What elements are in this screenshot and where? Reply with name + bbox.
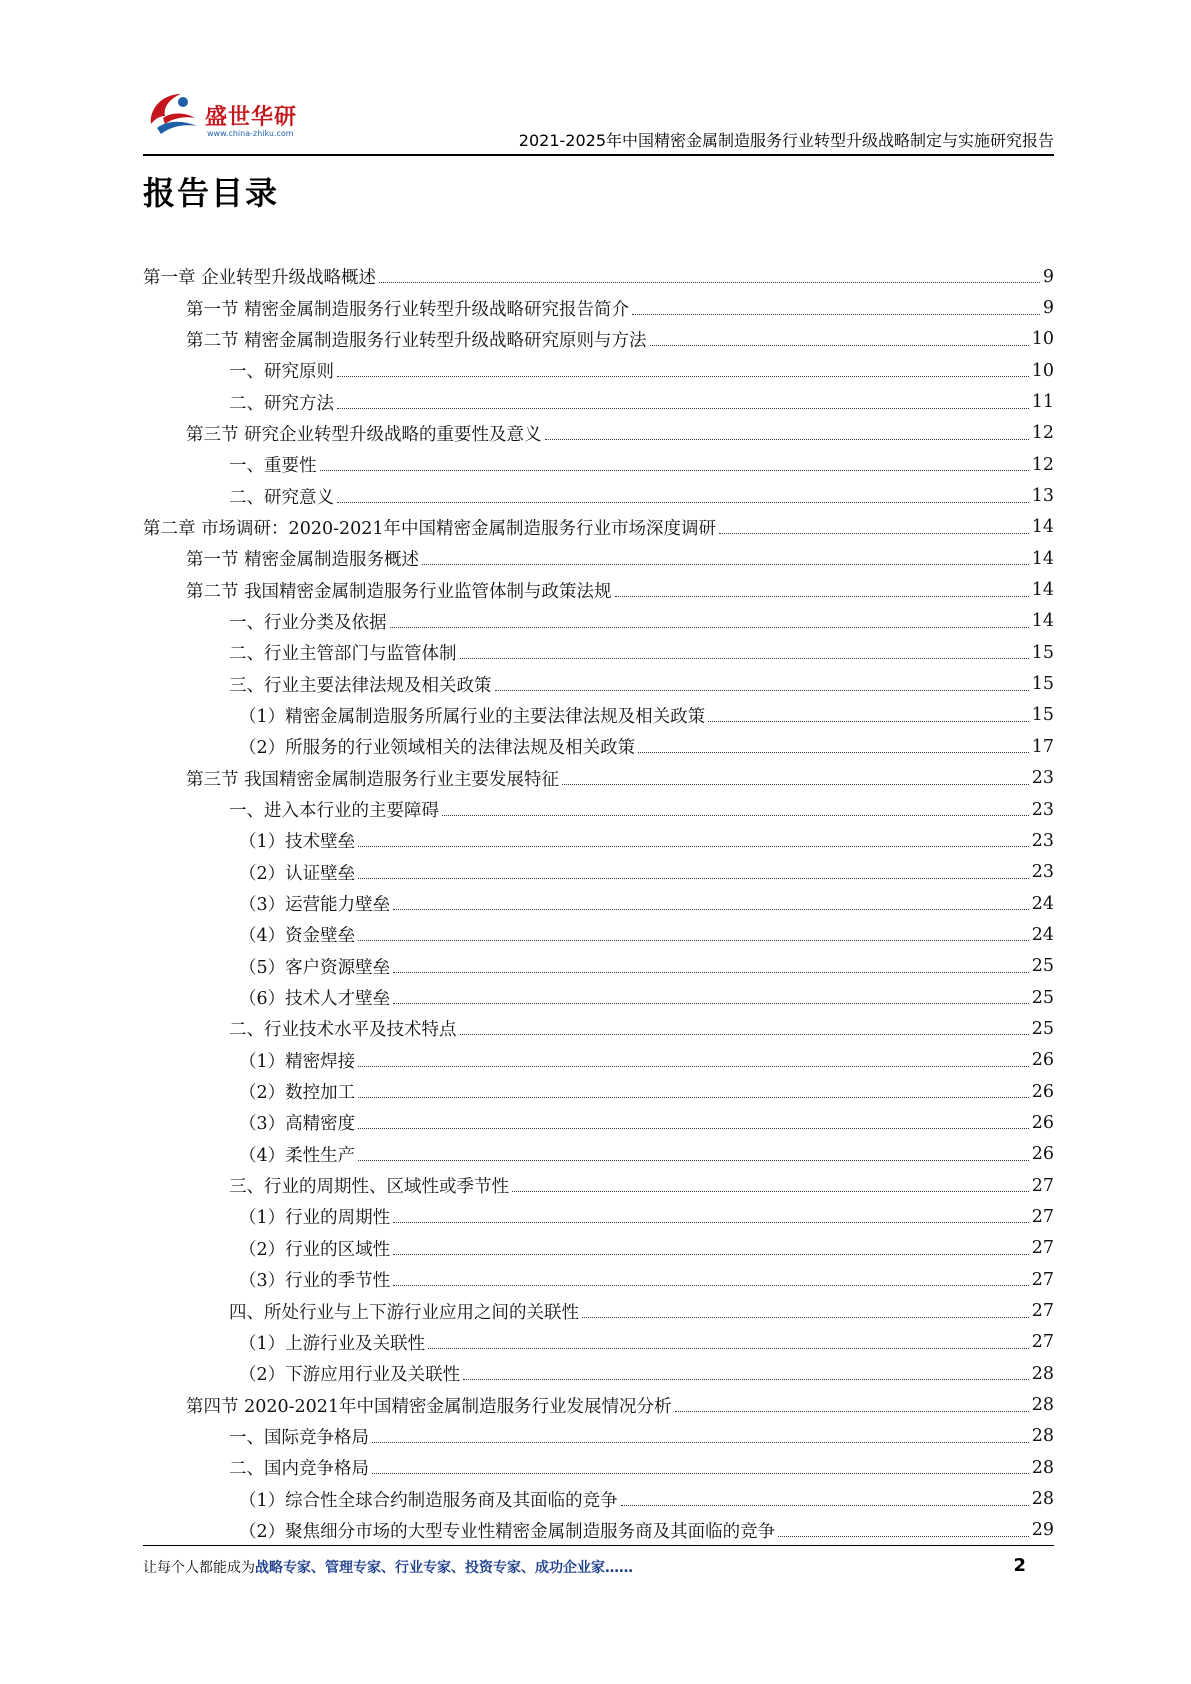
toc-leader-dots [358,1066,1029,1067]
toc-entry-page: 27 [1031,1175,1054,1196]
toc-entry[interactable] [143,1107,1054,1138]
toc-entry-label: （2）聚焦细分市场的大型专业性精密金属制造服务商及其面临的竞争 [239,1521,776,1542]
toc-leader-dots [379,282,1040,283]
toc-entry-label: 一、研究原则 [229,362,334,383]
toc-entry[interactable] [143,857,1054,888]
toc-entry-page: 26 [1031,1144,1054,1165]
toc-entry[interactable] [143,261,1054,292]
toc-entry[interactable] [143,888,1054,919]
toc-entry-page: 26 [1031,1050,1054,1071]
toc-leader-dots [358,846,1029,847]
toc-entry[interactable] [143,449,1054,480]
toc-entry-page: 27 [1031,1269,1054,1290]
toc-leader-dots [545,439,1029,440]
toc-entry-label: 二、研究意义 [229,487,334,508]
toc-leader-dots [358,878,1029,879]
toc-entry-page: 25 [1031,956,1054,977]
toc-entry-page: 25 [1031,987,1054,1008]
toc-entry-label: （1）技术壁垒 [239,832,356,853]
toc-entry-label: 第一节 精密金属制造服务行业转型升级战略研究报告简介 [186,299,630,320]
toc-entry-label: 四、所处行业与上下游行业应用之间的关联性 [229,1302,579,1323]
toc-entry-page: 24 [1031,924,1054,945]
toc-entry[interactable] [143,1264,1054,1295]
page-footer [143,1557,1026,1579]
toc-entry-page: 9 [1042,298,1054,319]
toc-entry-page: 12 [1031,423,1054,444]
toc-entry-page: 27 [1031,1301,1054,1322]
toc-entry-label: 第三节 研究企业转型升级战略的重要性及意义 [186,424,542,445]
toc-entry-page: 14 [1031,548,1054,569]
toc-entry[interactable] [143,1013,1054,1044]
toc-entry-label: （1）综合性全球合约制造服务商及其面临的竞争 [239,1490,618,1511]
toc-entry-label: 第四节 2020-2021年中国精密金属制造服务行业发展情况分析 [186,1396,672,1417]
toc-entry[interactable] [143,543,1054,574]
toc-entry-label: （2）数控加工 [239,1083,356,1104]
toc-entry-page: 14 [1031,517,1054,538]
toc-entry-page: 10 [1031,329,1054,350]
toc-entry-label: （3）高精密度 [239,1114,356,1135]
toc-leader-dots [495,690,1029,691]
toc-heading: 报告目录 [143,174,280,212]
toc-leader-dots [463,1379,1029,1380]
toc-entry-label: （4）柔性生产 [239,1145,356,1166]
toc-entry-label: 第一章 企业转型升级战略概述 [143,268,377,289]
toc-entry-label: 一、国际竞争格局 [229,1427,369,1448]
toc-entry-label: 一、行业分类及依据 [229,612,387,633]
toc-leader-dots [337,376,1029,377]
toc-entry-page: 14 [1031,611,1054,632]
footer-divider [143,1545,1054,1546]
toc-entry-label: （2）下游应用行业及关联性 [239,1365,461,1386]
toc-leader-dots [393,1254,1029,1255]
toc-entry[interactable] [143,982,1054,1013]
toc-leader-dots [632,314,1040,315]
toc-entry[interactable] [143,1076,1054,1107]
toc-entry-page: 25 [1031,1018,1054,1039]
toc-leader-dots [638,752,1029,753]
toc-leader-dots [337,408,1029,409]
logo-emblem-icon [143,82,205,144]
toc-entry-label: 二、行业主管部门与监管体制 [229,644,457,665]
toc-entry[interactable] [143,1201,1054,1232]
toc-entry[interactable] [143,1139,1054,1170]
toc-entry-label: 二、国内竞争格局 [229,1459,369,1480]
toc-entry-page: 10 [1031,360,1054,381]
toc-leader-dots [582,1317,1029,1318]
toc-entry[interactable] [143,1233,1054,1264]
toc-entry[interactable] [143,794,1054,825]
toc-entry[interactable] [143,1452,1054,1483]
toc-entry[interactable] [143,919,1054,950]
toc-entry-page: 15 [1031,705,1054,726]
toc-entry-page: 23 [1031,799,1054,820]
toc-entry[interactable] [143,637,1054,668]
toc-entry[interactable] [143,386,1054,417]
toc-leader-dots [442,815,1029,816]
toc-leader-dots [708,721,1029,722]
toc-entry[interactable] [143,1327,1054,1358]
toc-entry-page: 17 [1031,736,1054,757]
report-title: 2021-2025年中国精密金属制造服务行业转型升级战略制定与实施研究报告 [518,131,1054,150]
toc-entry-page: 27 [1031,1332,1054,1353]
toc-entry-page: 28 [1031,1457,1054,1478]
toc-entry-label: 第二章 市场调研：2020-2021年中国精密金属制造服务行业市场深度调研 [143,518,717,539]
toc-entry-label: （2）所服务的行业领域相关的法律法规及相关政策 [239,738,636,759]
toc-leader-dots [422,564,1029,565]
toc-entry[interactable] [143,951,1054,982]
toc-entry-page: 15 [1031,642,1054,663]
toc-entry[interactable] [143,1389,1054,1420]
toc-entry-page: 28 [1031,1395,1054,1416]
toc-entry[interactable] [143,512,1054,543]
toc-entry[interactable] [143,606,1054,637]
toc-entry[interactable] [143,1295,1054,1326]
toc-entry-page: 13 [1031,486,1054,507]
toc-leader-dots [675,1411,1029,1412]
toc-entry[interactable] [143,418,1054,449]
toc-leader-dots [390,627,1029,628]
toc-entry[interactable] [143,1483,1054,1514]
toc-entry-label: 第二节 精密金属制造服务行业转型升级战略研究原则与方法 [186,330,647,351]
page-header [143,82,1054,156]
toc-entry-label: 二、行业技术水平及技术特点 [229,1020,457,1041]
toc-leader-dots [562,784,1029,785]
footer-slogan-emphasis: 战略专家、管理专家、行业专家、投资专家、成功企业家…… [255,1560,633,1576]
toc-entry-page: 23 [1031,862,1054,883]
toc-entry-label: （3）行业的季节性 [239,1271,391,1292]
toc-entry-page: 27 [1031,1238,1054,1259]
toc-leader-dots [358,940,1029,941]
toc-entry[interactable] [143,1170,1054,1201]
footer-slogan-lead: 让每个人都能成为 [143,1560,255,1576]
toc-leader-dots [393,1003,1029,1004]
toc-entry-label: 第三节 我国精密金属制造服务行业主要发展特征 [186,769,560,790]
toc-leader-dots [615,596,1029,597]
toc-entry-label: （1）精密焊接 [239,1051,356,1072]
toc-leader-dots [337,502,1029,503]
toc-leader-dots [372,1473,1029,1474]
toc-entry-page: 29 [1031,1520,1054,1541]
toc-leader-dots [358,1128,1029,1129]
toc-entry[interactable] [143,700,1054,731]
table-of-contents [143,261,1054,1546]
toc-entry-page: 23 [1031,830,1054,851]
toc-entry-label: （5）客户资源壁垒 [239,957,391,978]
toc-entry-page: 14 [1031,580,1054,601]
toc-entry-label: 三、行业的周期性、区域性或季节性 [229,1177,509,1198]
toc-entry-label: （1）行业的周期性 [239,1208,391,1229]
toc-leader-dots [512,1191,1029,1192]
toc-entry-label: 第一节 精密金属制造服务概述 [186,550,420,571]
toc-entry-label: 第二节 我国精密金属制造服务行业监管体制与政策法规 [186,581,612,602]
toc-entry[interactable] [143,1045,1054,1076]
toc-leader-dots [393,909,1029,910]
toc-leader-dots [621,1505,1029,1506]
toc-entry[interactable] [143,480,1054,511]
toc-entry-page: 28 [1031,1363,1054,1384]
toc-entry-page: 24 [1031,893,1054,914]
toc-leader-dots [778,1536,1029,1537]
logo-company-name: 盛世华研 [205,105,298,130]
toc-leader-dots [358,1160,1029,1161]
toc-leader-dots [393,1222,1029,1223]
toc-entry-label: 二、研究方法 [229,393,334,414]
toc-entry-page: 12 [1031,454,1054,475]
page-number: 2 [1013,1555,1026,1576]
logo-website: www.china-zhiku.com [207,129,294,138]
toc-entry-page: 27 [1031,1206,1054,1227]
toc-entry-label: （3）运营能力壁垒 [239,895,391,916]
toc-entry-label: （2）认证壁垒 [239,863,356,884]
toc-entry-page: 15 [1031,674,1054,695]
toc-entry-page: 9 [1042,266,1054,287]
toc-leader-dots [393,1285,1029,1286]
toc-entry[interactable] [143,668,1054,699]
toc-entry[interactable] [143,324,1054,355]
toc-entry-label: （4）资金壁垒 [239,926,356,947]
toc-entry-label: 三、行业主要法律法规及相关政策 [229,675,492,696]
toc-entry-page: 11 [1031,392,1054,413]
toc-entry[interactable] [143,355,1054,386]
toc-entry[interactable] [143,825,1054,856]
toc-entry-label: （6）技术人才壁垒 [239,989,391,1010]
toc-entry-label: （2）行业的区域性 [239,1239,391,1260]
toc-leader-dots [460,658,1029,659]
toc-entry[interactable] [143,731,1054,762]
toc-entry[interactable] [143,292,1054,323]
toc-entry-page: 26 [1031,1081,1054,1102]
toc-leader-dots [320,470,1029,471]
toc-leader-dots [428,1348,1029,1349]
toc-entry[interactable] [143,1358,1054,1389]
toc-entry[interactable] [143,763,1054,794]
toc-leader-dots [358,1097,1029,1098]
toc-entry[interactable] [143,1515,1054,1546]
toc-entry-page: 28 [1031,1426,1054,1447]
header-divider [143,154,1054,156]
toc-entry-label: 一、进入本行业的主要障碍 [229,801,439,822]
toc-entry[interactable] [143,574,1054,605]
toc-leader-dots [372,1442,1029,1443]
company-logo [143,82,313,144]
toc-leader-dots [393,972,1029,973]
toc-entry-label: （1）精密金属制造服务所属行业的主要法律法规及相关政策 [239,706,706,727]
toc-entry-page: 26 [1031,1112,1054,1133]
toc-entry-page: 23 [1031,768,1054,789]
toc-leader-dots [460,1034,1029,1035]
toc-entry[interactable] [143,1421,1054,1452]
toc-entry-label: 一、重要性 [229,456,317,477]
toc-entry-label: （1）上游行业及关联性 [239,1333,426,1354]
toc-entry-page: 28 [1031,1489,1054,1510]
toc-leader-dots [650,345,1029,346]
toc-leader-dots [719,533,1029,534]
